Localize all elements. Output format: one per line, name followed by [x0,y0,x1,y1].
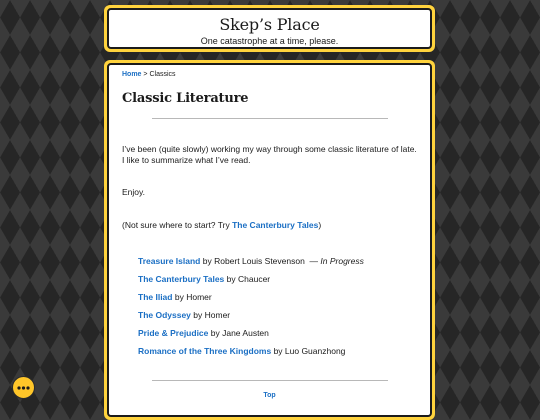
tip-prefix: (Not sure where to start? Try [122,220,233,230]
breadcrumb-home-link[interactable]: Home [122,71,142,78]
enjoy-paragraph: Enjoy. [122,187,145,197]
site-title[interactable]: Skep’s Place [219,15,320,34]
book-status: In Progress [320,256,364,266]
main-content-frame [104,60,435,420]
breadcrumb-separator: > [143,71,148,78]
breadcrumb [122,71,417,78]
tip-canterbury-link[interactable]: The Canterbury Tales [232,220,319,230]
more-horizontal-icon [17,386,30,390]
main-content [107,63,432,417]
list-item [138,306,417,324]
intro-paragraph: I’ve been (quite slowly) working my way through some classic literature of late. I like to summarize what I’ve read. [122,144,417,165]
book-link-odyssey[interactable]: The Odyssey [138,310,191,320]
site-tagline: One catastrophe at a time, please. [200,36,339,46]
list-item: Treasure Island by Robert Louis Stevenson — In Progress [138,256,364,266]
breadcrumb-current: Classics [149,71,176,78]
book-author: by Luo Guanzhong [273,346,346,356]
more-options-button[interactable] [12,376,35,399]
book-list [122,252,417,360]
book-author: by Homer [174,292,212,302]
book-link-canterbury-tales[interactable]: The Canterbury Tales [138,274,225,284]
book-author: by Robert Louis Stevenson [202,256,305,266]
list-item [138,324,417,342]
divider [152,118,388,119]
top-link[interactable]: Top [263,392,276,399]
book-link-iliad[interactable]: The Iliad [138,292,173,302]
book-author: by Homer [193,310,231,320]
book-link-treasure-island[interactable]: Treasure Island [138,256,201,266]
site-header [104,5,435,52]
list-item [138,288,417,306]
tip-suffix: ) [318,220,322,230]
page-title: Classic Literature [122,91,249,106]
list-item [138,342,417,360]
divider [152,380,388,381]
book-link-three-kingdoms[interactable]: Romance of the Three Kingdoms [138,346,272,356]
site-header-inner [107,8,432,49]
book-author: by Jane Austen [210,328,269,338]
tip-paragraph [122,220,417,231]
book-author: by Chaucer [226,274,271,284]
back-to-top [122,392,417,399]
list-item [138,270,417,288]
book-link-pride-prejudice[interactable]: Pride & Prejudice [138,328,209,338]
